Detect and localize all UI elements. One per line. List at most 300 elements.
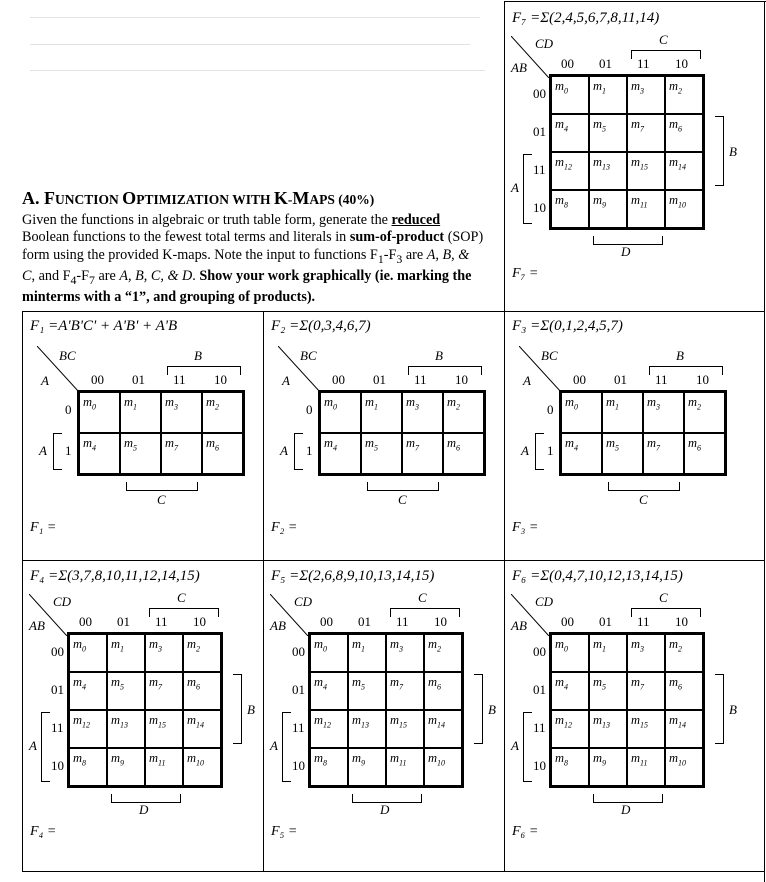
row-code: 01	[533, 682, 546, 697]
minterm-label: $m_{11}$	[390, 751, 407, 768]
minterm-label: $m_2$	[428, 637, 442, 654]
minterm-label: $m_4$	[555, 117, 569, 134]
minterm-label: $m_0$	[555, 79, 569, 96]
kmap-cell[interactable]	[202, 392, 243, 433]
var-label-ab: AB	[511, 618, 527, 633]
a-bracket	[53, 433, 62, 470]
a-label: A	[280, 443, 288, 458]
c-label: C	[659, 590, 668, 605]
minterm-label: $m_6$	[669, 117, 683, 134]
b-label: B	[729, 702, 737, 717]
minterm-label: $m_{10}$	[669, 193, 687, 210]
minterm-label: $m_{15}$	[631, 713, 649, 730]
minterm-label: $m_0$	[73, 637, 87, 654]
minterm-label: $m_2$	[187, 637, 201, 654]
kmap-cell[interactable]	[107, 710, 145, 748]
kmap-cell[interactable]	[589, 748, 627, 786]
kmap-cell[interactable]	[551, 76, 589, 114]
kmap-title: F₁ =A'B'C' + A'B' + A'B	[30, 318, 178, 334]
c-label: C	[398, 492, 407, 507]
result-label: F₂ =	[271, 520, 298, 535]
minterm-label: $m_1$	[124, 395, 138, 412]
minterm-label: $m_2$	[206, 395, 220, 412]
b-label: B	[247, 702, 255, 717]
kmap-cell[interactable]	[665, 190, 703, 228]
kmap-cell[interactable]	[551, 710, 589, 748]
kmap-cell[interactable]	[310, 672, 348, 710]
var-label-cd: CD	[535, 36, 554, 51]
kmap-cell[interactable]	[665, 152, 703, 190]
instructions: Given the functions in algebraic or truth table form, generate the reduced Boolean functions to the fewest total terms and literals in sum-of-product (SOP) form using the provided K-maps. Note the input to functions $F_1-F_3$ are A, B, & C, and $F_4-F_7$ are A, B, C, & D. Show your work graphically (ie. marking the minterms with a “1”, and grouping of products).	[22, 212, 484, 305]
row-code: 10	[292, 758, 305, 773]
a-bracket	[523, 712, 532, 782]
col-code: 11	[414, 372, 427, 387]
kmap-cell[interactable]	[348, 710, 386, 748]
b-label: B	[488, 702, 496, 717]
kmap-grid	[559, 390, 727, 476]
kmap-cell[interactable]	[424, 710, 462, 748]
col-code: 11	[637, 614, 650, 629]
b-bracket	[408, 366, 482, 375]
minterm-label: $m_{13}$	[352, 713, 370, 730]
kmap-panel-f5	[264, 562, 504, 862]
kmap-cell[interactable]	[627, 76, 665, 114]
minterm-label: $m_6$	[447, 436, 461, 453]
var-label-cd: CD	[53, 594, 72, 609]
kmap-cell[interactable]	[69, 672, 107, 710]
minterm-label: $m_5$	[606, 436, 620, 453]
minterm-label: $m_{14}$	[669, 713, 687, 730]
result-label: F₁ =	[30, 520, 57, 535]
kmap-cell[interactable]	[665, 748, 703, 786]
kmap-cell[interactable]	[361, 433, 402, 474]
col-code: 10	[696, 372, 709, 387]
col-code: 11	[637, 56, 650, 71]
row-code: 00	[51, 644, 64, 659]
col-code: 00	[573, 372, 586, 387]
row-code: 10	[51, 758, 64, 773]
kmap-cell[interactable]	[310, 710, 348, 748]
minterm-label: $m_8$	[73, 751, 87, 768]
minterm-label: $m_0$	[565, 395, 579, 412]
minterm-label: $m_{11}$	[631, 751, 648, 768]
kmap-cell[interactable]	[183, 710, 221, 748]
var-label-ab: AB	[29, 618, 45, 633]
minterm-label: $m_3$	[631, 637, 645, 654]
row-code: 00	[533, 644, 546, 659]
row-code: 11	[51, 720, 64, 735]
b-bracket	[715, 116, 724, 186]
kmap-cell[interactable]	[627, 190, 665, 228]
a-label: A	[39, 443, 47, 458]
minterm-label: $m_{11}$	[149, 751, 166, 768]
kmap-cell[interactable]	[386, 710, 424, 748]
kmap-cell[interactable]	[665, 710, 703, 748]
kmap-cell[interactable]	[386, 672, 424, 710]
b-bracket	[715, 674, 724, 744]
kmap-title: F₄ =Σ(3,7,8,10,11,12,14,15)	[30, 568, 200, 584]
minterm-label: $m_5$	[124, 436, 138, 453]
minterm-label: $m_1$	[593, 637, 607, 654]
kmap-panel-f3	[505, 312, 745, 560]
kmap-panel-f4	[23, 562, 263, 862]
minterm-label: $m_0$	[555, 637, 569, 654]
kmap-cell[interactable]	[627, 634, 665, 672]
row-code: 1	[65, 443, 72, 458]
row-code: 0	[65, 402, 72, 417]
kmap-cell[interactable]	[424, 672, 462, 710]
kmap-cell[interactable]	[69, 748, 107, 786]
c-label: C	[157, 492, 166, 507]
kmap-cell[interactable]	[602, 392, 643, 433]
row-code: 1	[547, 443, 554, 458]
minterm-label: $m_6$	[688, 436, 702, 453]
col-code: 01	[358, 614, 371, 629]
minterm-label: $m_1$	[365, 395, 379, 412]
minterm-label: $m_1$	[352, 637, 366, 654]
border-bottom	[22, 871, 765, 872]
kmap-cell[interactable]	[589, 76, 627, 114]
minterm-label: $m_4$	[555, 675, 569, 692]
kmap-cell[interactable]	[183, 748, 221, 786]
a-bracket	[282, 712, 291, 782]
minterm-label: $m_{13}$	[593, 713, 611, 730]
minterm-label: $m_7$	[165, 436, 179, 453]
row-code: 1	[306, 443, 313, 458]
result-label: F₇ =	[512, 266, 539, 281]
minterm-label: $m_{13}$	[111, 713, 129, 730]
row-code: 11	[533, 720, 546, 735]
minterm-label: $m_8$	[555, 193, 569, 210]
row-code: 00	[292, 644, 305, 659]
row-code: 11	[292, 720, 305, 735]
minterm-label: $m_2$	[447, 395, 461, 412]
scan-artifact	[30, 70, 485, 71]
row-code: 11	[533, 162, 546, 177]
minterm-label: $m_{13}$	[593, 155, 611, 172]
kmap-cell[interactable]	[145, 672, 183, 710]
kmap-cell[interactable]	[310, 634, 348, 672]
kmap-cell[interactable]	[589, 114, 627, 152]
minterm-label: $m_{12}$	[555, 713, 573, 730]
kmap-cell[interactable]	[202, 433, 243, 474]
minterm-label: $m_{12}$	[555, 155, 573, 172]
kmap-cell[interactable]	[320, 433, 361, 474]
kmap-cell[interactable]	[161, 433, 202, 474]
kmap-title: F₇ =Σ(2,4,5,6,7,8,11,14)	[512, 10, 660, 26]
minterm-label: $m_{14}$	[187, 713, 205, 730]
kmap-cell[interactable]	[551, 114, 589, 152]
kmap-cell[interactable]	[551, 672, 589, 710]
minterm-label: $m_3$	[631, 79, 645, 96]
c-bracket	[608, 482, 680, 491]
kmap-cell[interactable]	[107, 672, 145, 710]
minterm-label: $m_{11}$	[631, 193, 648, 210]
kmap-cell[interactable]	[561, 392, 602, 433]
minterm-label: $m_2$	[669, 637, 683, 654]
minterm-label: $m_{15}$	[390, 713, 408, 730]
kmap-cell[interactable]	[120, 433, 161, 474]
kmap-cell[interactable]	[665, 76, 703, 114]
c-bracket	[149, 608, 219, 617]
a-bracket	[294, 433, 303, 470]
var-label-a: A	[282, 373, 290, 388]
kmap-cell[interactable]	[551, 634, 589, 672]
col-code: 00	[320, 614, 333, 629]
minterm-label: $m_{15}$	[149, 713, 167, 730]
minterm-label: $m_9$	[352, 751, 366, 768]
kmap-grid	[549, 632, 705, 788]
minterm-label: $m_{12}$	[73, 713, 91, 730]
kmap-cell[interactable]	[145, 748, 183, 786]
row-code: 10	[533, 758, 546, 773]
kmap-cell[interactable]	[69, 710, 107, 748]
var-label-cd: CD	[294, 594, 313, 609]
kmap-cell[interactable]	[551, 748, 589, 786]
var-label-cd: CD	[535, 594, 554, 609]
row-code: 01	[533, 124, 546, 139]
kmap-cell[interactable]	[443, 392, 484, 433]
col-code: 11	[173, 372, 186, 387]
kmap-cell[interactable]	[627, 710, 665, 748]
minterm-label: $m_5$	[352, 675, 366, 692]
minterm-label: $m_3$	[647, 395, 661, 412]
row-code: 01	[51, 682, 64, 697]
a-label: A	[511, 738, 519, 753]
kmap-cell[interactable]	[627, 672, 665, 710]
minterm-label: $m_1$	[593, 79, 607, 96]
kmap-cell[interactable]	[348, 748, 386, 786]
minterm-label: $m_4$	[565, 436, 579, 453]
kmap-cell[interactable]	[602, 433, 643, 474]
section-title: A. FUNCTION OPTIMIZATION WITH K-MAPS (40%)	[22, 188, 375, 208]
col-code: 00	[561, 614, 574, 629]
c-bracket	[390, 608, 460, 617]
kmap-cell[interactable]	[386, 748, 424, 786]
kmap-cell[interactable]	[402, 433, 443, 474]
d-label: D	[621, 244, 631, 259]
minterm-label: $m_{10}$	[428, 751, 446, 768]
kmap-cell[interactable]	[551, 152, 589, 190]
kmap-cell[interactable]	[145, 710, 183, 748]
kmap-cell[interactable]	[120, 392, 161, 433]
col-code: 10	[455, 372, 468, 387]
kmap-cell[interactable]	[665, 634, 703, 672]
kmap-cell[interactable]	[684, 392, 725, 433]
result-label: F₄ =	[30, 824, 57, 839]
c-bracket	[126, 482, 198, 491]
kmap-cell[interactable]	[684, 433, 725, 474]
kmap-cell[interactable]	[627, 748, 665, 786]
kmap-cell[interactable]	[79, 433, 120, 474]
minterm-label: $m_4$	[73, 675, 87, 692]
kmap-cell[interactable]	[386, 634, 424, 672]
kmap-cell[interactable]	[348, 634, 386, 672]
var-label-ab: AB	[270, 618, 286, 633]
kmap-cell[interactable]	[643, 433, 684, 474]
kmap-cell[interactable]	[320, 392, 361, 433]
result-label: F₅ =	[271, 824, 298, 839]
col-code: 00	[79, 614, 92, 629]
row-code: 01	[292, 682, 305, 697]
b-label: B	[435, 348, 443, 363]
minterm-label: $m_4$	[83, 436, 97, 453]
result-label: F₃ =	[512, 520, 539, 535]
kmap-cell[interactable]	[402, 392, 443, 433]
scan-artifact	[30, 17, 480, 18]
b-bracket	[474, 674, 483, 744]
scan-artifact	[30, 44, 470, 45]
kmap-title: F₂ =Σ(0,3,4,6,7)	[271, 318, 371, 334]
b-label: B	[194, 348, 202, 363]
col-code: 00	[91, 372, 104, 387]
var-label-a: A	[523, 373, 531, 388]
kmap-cell[interactable]	[107, 748, 145, 786]
col-code: 00	[332, 372, 345, 387]
var-label-bc: BC	[541, 348, 558, 363]
minterm-label: $m_2$	[688, 395, 702, 412]
kmap-panel-f6	[505, 562, 745, 862]
minterm-label: $m_5$	[593, 675, 607, 692]
a-label: A	[270, 738, 278, 753]
minterm-label: $m_{10}$	[187, 751, 205, 768]
kmap-cell[interactable]	[79, 392, 120, 433]
var-label-a: A	[41, 373, 49, 388]
row-code: 0	[306, 402, 313, 417]
kmap-grid	[308, 632, 464, 788]
minterm-label: $m_8$	[555, 751, 569, 768]
minterm-label: $m_2$	[669, 79, 683, 96]
kmap-cell[interactable]	[183, 634, 221, 672]
kmap-panel-f2	[264, 312, 504, 560]
kmap-grid	[67, 632, 223, 788]
minterm-label: $m_4$	[324, 436, 338, 453]
minterm-label: $m_0$	[324, 395, 338, 412]
kmap-cell[interactable]	[627, 114, 665, 152]
col-code: 10	[675, 614, 688, 629]
b-bracket	[649, 366, 723, 375]
minterm-label: $m_0$	[314, 637, 328, 654]
kmap-cell[interactable]	[589, 672, 627, 710]
minterm-label: $m_{14}$	[669, 155, 687, 172]
kmap-cell[interactable]	[589, 634, 627, 672]
c-label: C	[659, 32, 668, 47]
b-label: B	[729, 144, 737, 159]
minterm-label: $m_7$	[406, 436, 420, 453]
kmap-cell[interactable]	[589, 152, 627, 190]
col-code: 00	[561, 56, 574, 71]
kmap-cell[interactable]	[665, 114, 703, 152]
minterm-label: $m_7$	[631, 675, 645, 692]
kmap-cell[interactable]	[551, 190, 589, 228]
kmap-cell[interactable]	[561, 433, 602, 474]
b-bracket	[167, 366, 241, 375]
kmap-title: F₆ =Σ(0,4,7,10,12,13,14,15)	[512, 568, 683, 584]
minterm-label: $m_6$	[206, 436, 220, 453]
kmap-cell[interactable]	[643, 392, 684, 433]
row-code: 0	[547, 402, 554, 417]
minterm-label: $m_{10}$	[669, 751, 687, 768]
minterm-label: $m_5$	[593, 117, 607, 134]
col-code: 10	[434, 614, 447, 629]
col-code: 01	[599, 56, 612, 71]
col-code: 11	[155, 614, 168, 629]
minterm-label: $m_5$	[111, 675, 125, 692]
minterm-label: $m_6$	[428, 675, 442, 692]
kmap-title: F₅ =Σ(2,6,8,9,10,13,14,15)	[271, 568, 435, 584]
kmap-cell[interactable]	[424, 634, 462, 672]
border-top-f7	[504, 1, 766, 2]
minterm-label: $m_9$	[593, 751, 607, 768]
row-code: 10	[533, 200, 546, 215]
kmap-grid	[318, 390, 486, 476]
kmap-cell[interactable]	[145, 634, 183, 672]
minterm-label: $m_5$	[365, 436, 379, 453]
minterm-label: $m_3$	[390, 637, 404, 654]
kmap-cell[interactable]	[627, 152, 665, 190]
c-label: C	[639, 492, 648, 507]
a-label: A	[511, 180, 519, 195]
kmap-cell[interactable]	[69, 634, 107, 672]
minterm-label: $m_{12}$	[314, 713, 332, 730]
b-label: B	[676, 348, 684, 363]
kmap-cell[interactable]	[424, 748, 462, 786]
border-row-divider	[22, 560, 765, 561]
kmap-cell[interactable]	[161, 392, 202, 433]
d-label: D	[621, 802, 631, 817]
kmap-title: F₃ =Σ(0,1,2,4,5,7)	[512, 318, 623, 334]
a-bracket	[523, 154, 532, 224]
kmap-cell[interactable]	[589, 710, 627, 748]
col-code: 11	[396, 614, 409, 629]
minterm-label: $m_1$	[606, 395, 620, 412]
minterm-label: $m_3$	[165, 395, 179, 412]
c-bracket	[631, 50, 701, 59]
minterm-label: $m_4$	[314, 675, 328, 692]
minterm-label: $m_0$	[83, 395, 97, 412]
kmap-cell[interactable]	[348, 672, 386, 710]
var-label-bc: BC	[59, 348, 76, 363]
minterm-label: $m_9$	[593, 193, 607, 210]
kmap-cell[interactable]	[361, 392, 402, 433]
kmap-cell[interactable]	[443, 433, 484, 474]
b-bracket	[233, 674, 242, 744]
var-label-ab: AB	[511, 60, 527, 75]
c-label: C	[418, 590, 427, 605]
section-title-text: FUNCTION OPTIMIZATION WITH K-MAPS (40%)	[44, 188, 375, 208]
col-code: 01	[373, 372, 386, 387]
c-bracket	[367, 482, 439, 491]
minterm-label: $m_{14}$	[428, 713, 446, 730]
minterm-label: $m_7$	[631, 117, 645, 134]
a-label: A	[521, 443, 529, 458]
col-code: 01	[614, 372, 627, 387]
kmap-panel-f7	[505, 4, 745, 304]
kmap-grid	[549, 74, 705, 230]
col-code: 01	[132, 372, 145, 387]
a-label: A	[29, 738, 37, 753]
kmap-cell[interactable]	[310, 748, 348, 786]
kmap-cell[interactable]	[589, 190, 627, 228]
minterm-label: $m_7$	[647, 436, 661, 453]
kmap-cell[interactable]	[107, 634, 145, 672]
kmap-cell[interactable]	[183, 672, 221, 710]
col-code: 01	[117, 614, 130, 629]
minterm-label: $m_9$	[111, 751, 125, 768]
col-code: 01	[599, 614, 612, 629]
c-label: C	[177, 590, 186, 605]
kmap-cell[interactable]	[665, 672, 703, 710]
